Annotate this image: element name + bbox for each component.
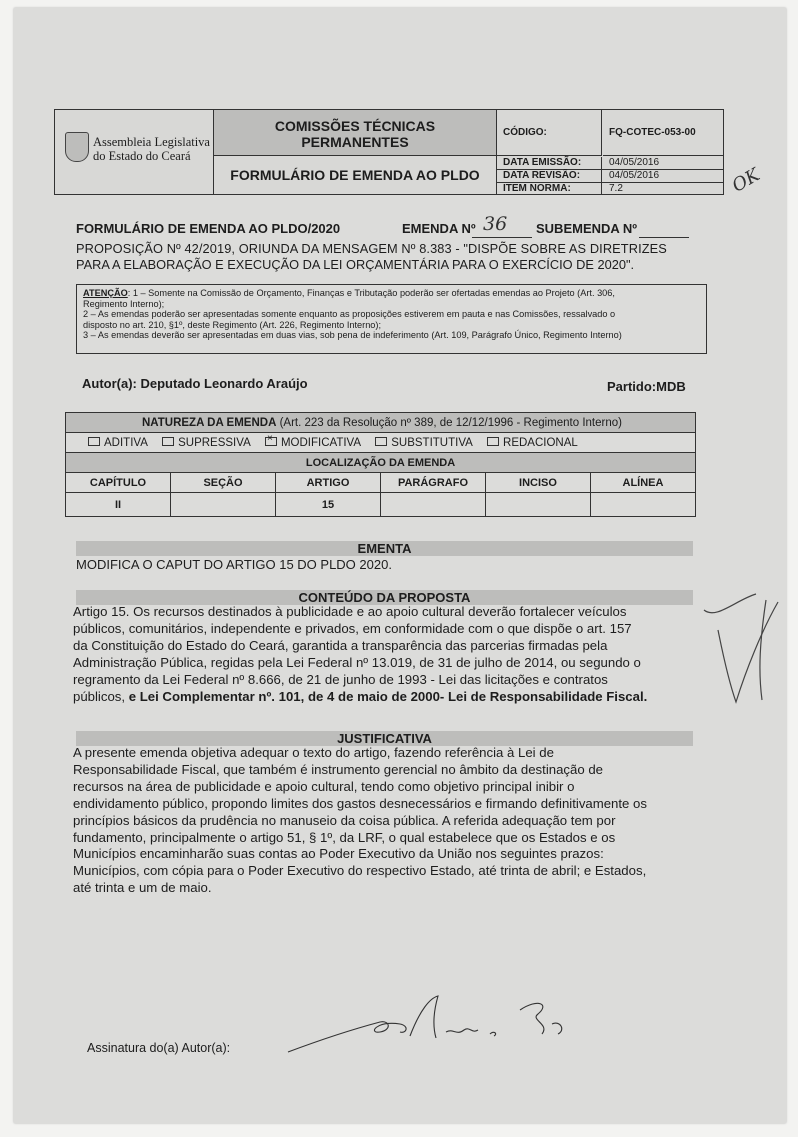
signature-label: Assinatura do(a) Autor(a): bbox=[87, 1041, 231, 1055]
natureza-options bbox=[66, 433, 696, 453]
justificativa-line: endividamento público, propondo limites dos gastos desnecessários e firmando definitivamente os bbox=[73, 795, 647, 811]
institution-line1: Assembleia Legislativa bbox=[93, 135, 210, 149]
conteudo-line: públicos, comunitários, independente e privados, em conformidade com o que dispõe o art. 157 bbox=[73, 620, 632, 636]
checkbox-icon bbox=[88, 437, 100, 446]
emenda-label: EMENDA Nº bbox=[402, 221, 476, 236]
proposicao-line1: PROPOSIÇÃO Nº 42/2019, ORIUNDA DA MENSAGEM Nº 8.383 - "DISPÕE SOBRE AS DIRETRIZES bbox=[76, 241, 667, 256]
institution-name bbox=[93, 135, 210, 163]
attention-label: ATENÇÃO bbox=[83, 288, 128, 298]
header-alinea: ALÍNEA bbox=[591, 473, 696, 493]
institution-logo bbox=[55, 110, 214, 194]
emenda-number: 36 bbox=[483, 213, 508, 235]
value-capitulo: II bbox=[66, 493, 171, 517]
checkbox-icon bbox=[487, 437, 499, 446]
attention-line5: 3 – As emendas deverão ser apresentadas em duas vias, sob pena de indeferimento (Art. 109, Parágrafo Único, Regimento Interno) bbox=[83, 330, 622, 340]
justificativa-line: Municípios, com cópia para o Poder Executivo do respectivo Estado, até trinta de abril; e Estados, bbox=[73, 863, 647, 879]
emissao-row bbox=[497, 157, 724, 170]
conteudo-line: regramento da Lei Federal nº 8.666, de 21 de junho de 1993 - Lei das licitações e contratos bbox=[73, 671, 608, 687]
conteudo-line: da Constituição do Estado do Ceará, garantida a transparência das parcerias firmadas pela bbox=[73, 637, 608, 653]
code-value: FQ-COTEC-053-00 bbox=[603, 110, 724, 156]
attention-line3: 2 – As emendas poderão ser apresentadas somente enquanto as proposições estiverem em pauta e nas Comissões, ressalvado o bbox=[83, 309, 616, 319]
conteudo-last-plain: públicos, bbox=[73, 688, 129, 704]
norma-value: 7.2 bbox=[609, 183, 623, 194]
option-substitutiva[interactable] bbox=[375, 437, 473, 449]
option-modificativa-label: MODIFICATIVA bbox=[280, 436, 362, 449]
revisao-row bbox=[497, 170, 724, 183]
conteudo-last-bold: e Lei Complementar nº. 101, de 4 de maio de 2000- Lei de Responsabilidade Fiscal. bbox=[128, 688, 648, 704]
value-secao bbox=[171, 493, 276, 517]
localizacao-title: LOCALIZAÇÃO DA EMENDA bbox=[66, 453, 696, 473]
option-supressiva[interactable] bbox=[162, 437, 251, 449]
attention-box bbox=[76, 284, 707, 354]
option-supressiva-label: SUPRESSIVA bbox=[178, 436, 251, 449]
header-artigo: ARTIGO bbox=[276, 473, 381, 493]
margin-note: OK bbox=[728, 164, 764, 197]
subemenda-label: SUBEMENDA Nº bbox=[536, 221, 638, 236]
header-paragrafo: PARÁGRAFO bbox=[381, 473, 486, 493]
localizacao-values bbox=[66, 493, 696, 517]
header-capitulo: CAPÍTULO bbox=[66, 473, 171, 493]
checkbox-icon bbox=[375, 437, 387, 446]
option-substitutiva-label: SUBSTITUTIVA bbox=[391, 436, 473, 449]
localizacao-headers bbox=[66, 473, 696, 493]
value-inciso bbox=[486, 493, 591, 517]
emissao-value: 04/05/2016 bbox=[609, 157, 660, 168]
justificativa-line: fundamento, principalmente o artigo 51, § 1º, da LRF, o qual estabelece que os Estados e os bbox=[73, 829, 616, 845]
ementa-text: MODIFICA O CAPUT DO ARTIGO 15 DO PLDO 2020. bbox=[76, 557, 392, 572]
option-redacional-label: REDACIONAL bbox=[503, 436, 578, 449]
header-secao: SEÇÃO bbox=[171, 473, 276, 493]
emenda-classification-table bbox=[65, 412, 696, 517]
natureza-title: NATUREZA DA EMENDA bbox=[142, 416, 277, 429]
form-type-title: FORMULÁRIO DE EMENDA AO PLDO bbox=[230, 167, 480, 183]
justificativa-text bbox=[73, 745, 696, 897]
proposicao-line2: PARA A ELABORAÇÃO E EXECUÇÃO DA LEI ORÇAMENTÁRIA PARA O EXERCÍCIO DE 2020". bbox=[76, 257, 635, 272]
attention-line4: disposto no art. 210, §1º, deste Regimento (Art. 226, Regimento Interno); bbox=[83, 319, 382, 330]
option-redacional[interactable] bbox=[487, 437, 578, 449]
crest-icon bbox=[65, 132, 89, 162]
committee-title-line2: PERMANENTES bbox=[301, 134, 409, 150]
option-aditiva-label: ADITIVA bbox=[104, 436, 148, 449]
subemenda-number-line bbox=[639, 229, 689, 238]
margin-handwriting bbox=[696, 590, 782, 710]
author: Autor(a): Deputado Leonardo Araújo bbox=[82, 376, 308, 391]
attention-line1: : 1 – Somente na Comissão de Orçamento, Finanças e Tributação poderão ser ofertadas emendas ao Projeto (Art. 306, bbox=[127, 288, 615, 298]
committee-title-line1: COMISSÕES TÉCNICAS bbox=[274, 118, 436, 134]
emissao-label: DATA EMISSÃO: bbox=[497, 157, 602, 169]
natureza-header bbox=[66, 413, 696, 433]
checkbox-icon bbox=[162, 437, 174, 446]
norma-row bbox=[497, 183, 724, 194]
committee-title bbox=[214, 110, 496, 156]
institution-line2: do Estado do Ceará bbox=[93, 149, 191, 163]
justificativa-title: JUSTIFICATIVA bbox=[76, 731, 693, 746]
revisao-label: DATA REVISÃO: bbox=[497, 170, 602, 182]
checked-checkbox-icon bbox=[265, 437, 277, 446]
justificativa-line: até trinta e um de maio. bbox=[73, 880, 212, 896]
party: Partido:MDB bbox=[607, 379, 686, 394]
author-signature bbox=[280, 990, 580, 1060]
justificativa-line: Municípios encaminharão suas contas ao Poder Executivo da União nos seguintes prazos: bbox=[73, 846, 604, 862]
header-box bbox=[54, 109, 724, 195]
justificativa-line: recursos na área de publicidade e apoio cultural, tendo como objetivo principal inibir o bbox=[73, 778, 575, 794]
ementa-title: EMENTA bbox=[76, 541, 693, 556]
doc-control-grid bbox=[496, 110, 724, 194]
form-title: FORMULÁRIO DE EMENDA AO PLDO/2020 bbox=[76, 221, 341, 236]
conteudo-line: Artigo 15. Os recursos destinados à publicidade e ao apoio cultural deverão fortalecer veículos bbox=[73, 604, 627, 619]
value-alinea bbox=[591, 493, 696, 517]
option-aditiva[interactable] bbox=[88, 437, 148, 449]
norma-label: ITEM NORMA: bbox=[497, 183, 602, 195]
natureza-reference: (Art. 223 da Resolução nº 389, de 12/12/1996 - Regimento Interno) bbox=[279, 416, 622, 429]
conteudo-title: CONTEÚDO DA PROPOSTA bbox=[76, 590, 693, 605]
value-artigo: 15 bbox=[276, 493, 381, 517]
option-modificativa[interactable] bbox=[265, 437, 361, 449]
header-inciso: INCISO bbox=[486, 473, 591, 493]
value-paragrafo bbox=[381, 493, 486, 517]
code-label: CÓDIGO: bbox=[497, 110, 602, 156]
attention-line2: Regimento Interno); bbox=[83, 298, 165, 309]
revisao-value: 04/05/2016 bbox=[609, 170, 660, 181]
justificativa-line: A presente emenda objetiva adequar o texto do artigo, fazendo referência à Lei de bbox=[73, 745, 554, 760]
conteudo-text bbox=[73, 604, 696, 705]
justificativa-line: princípios básicos da prudência no manuseio da coisa pública. A referida adequação tem por bbox=[73, 812, 616, 828]
conteudo-line: Administração Pública, regidas pela Lei Federal nº 13.019, de 31 de julho de 2014, ou segundo o bbox=[73, 654, 641, 670]
justificativa-line: Responsabilidade Fiscal, que também é instrumento gerencial no âmbito da destinação de bbox=[73, 761, 604, 777]
